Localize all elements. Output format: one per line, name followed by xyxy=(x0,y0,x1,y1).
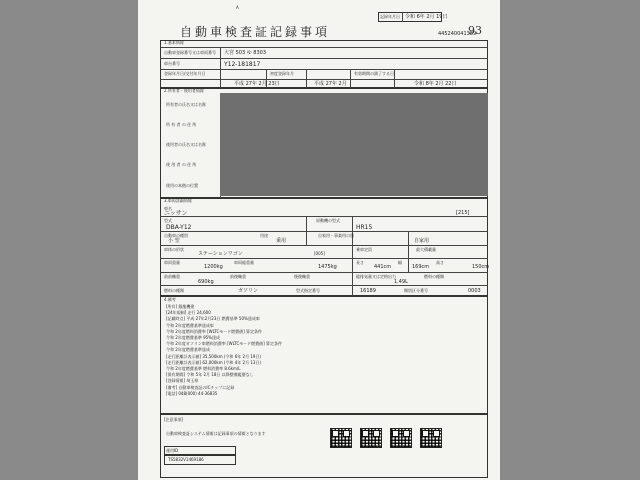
qr-code-4 xyxy=(420,428,442,448)
engine-value: HR15 xyxy=(356,224,373,231)
notice-text: 自動車検査証システム情報は記録事項の情報となります xyxy=(166,431,266,436)
rear-axle-label: 後後軸重 xyxy=(294,274,310,279)
remark-line: [24年規制] 走行 24,600 xyxy=(166,310,211,316)
qr-code-1 xyxy=(330,428,352,448)
body-code: [005] xyxy=(314,251,325,256)
section-1-heading: 1.基本情報 xyxy=(164,40,184,45)
owner-name-label: 所有者の氏名又は名称 xyxy=(166,102,206,107)
maker-label: 車名 xyxy=(164,206,172,211)
model-value: DBA-Y12 xyxy=(166,224,192,231)
expiry-value: 令和 8年 2月 22日 xyxy=(414,81,457,87)
size-value: 小 型 xyxy=(168,238,180,244)
length-value: 441cm xyxy=(374,264,392,270)
chassis-label: 車台番号 xyxy=(164,61,180,66)
chassis-value: Y12-181817 xyxy=(224,61,261,68)
issue-date-label: 記録年月日 xyxy=(380,14,400,19)
issue-date-value: 令和 6年 2月 19日 xyxy=(405,14,448,20)
front-axle-label: 前前軸重 xyxy=(164,274,180,279)
download-id-value: TS5832V1469186 xyxy=(168,457,204,462)
type-cert-value: 16189 xyxy=(360,288,376,294)
remark-line: [電話] 048(000) 44-36835 xyxy=(166,390,218,396)
remark-line: [記載時点] 平成 27年2月23日 燃費基準 50%達成車 xyxy=(166,316,260,322)
displacement-value: 1.49L xyxy=(394,279,408,285)
purpose-value: 自家用 xyxy=(414,238,430,244)
fuel-value: ガソリン xyxy=(238,288,259,294)
remark-line: 令和 2年度燃費基準達成 xyxy=(166,347,210,353)
download-id-label: 運用ID xyxy=(166,448,179,453)
expiry-label: 有効期間の満了する日 xyxy=(354,71,394,76)
remark-line: 令和 2年度燃料消費率 [WLTCモード燃費値] 算定条件 xyxy=(166,328,262,334)
notice-heading: [注意事項] xyxy=(164,417,184,422)
body-label: 車体の形状 xyxy=(164,247,184,252)
document-title: 自動車検査証記録事項 xyxy=(180,25,331,39)
height-value: 150cm xyxy=(472,264,490,270)
remark-line: [所有] 銀龍機建 xyxy=(166,304,195,309)
width-value: 169cm xyxy=(412,264,430,270)
remark-line: 令和 2年度燃費基準達成車 xyxy=(166,322,214,328)
width-label: 幅 xyxy=(398,260,402,265)
section-2-heading: 2.所有者・使用者情報 xyxy=(164,88,204,93)
weight-value: 1200kg xyxy=(204,264,223,270)
remark-line: [登録情報] 埼玉県 xyxy=(166,378,199,384)
remark-line: [走行距離計表示値] 35,500km (令和 6年 2月 19日) xyxy=(166,353,261,359)
user-address-label: 使 用 者 の 住 所 xyxy=(166,162,197,167)
base-location-label: 使用の本拠の位置 xyxy=(166,183,198,188)
use-label: 用途 xyxy=(260,233,268,238)
front-rear-label: 前後軸重 xyxy=(230,274,246,279)
remark-line: 令和 2年度燃費基準 95%達成 xyxy=(166,335,220,340)
document-sheet xyxy=(138,0,500,480)
remark-line: 令和 2年度ガソリン車燃料消費率 [WLTCモード燃費値] 算定条件 xyxy=(166,341,282,347)
owner-address-label: 所 有 者 の 住 所 xyxy=(166,122,197,127)
section-3-heading: 3.車両詳細情報 xyxy=(164,198,192,203)
output-label: 燃料の種類 xyxy=(424,274,444,279)
form-mark: A xyxy=(236,5,239,10)
engine-label: 原動機の型式 xyxy=(316,218,340,223)
remark-line: 令和 2年度燃費基準 燃料消費率 8.6km/L xyxy=(166,366,241,371)
maker-code: [215] xyxy=(456,210,470,216)
purpose-label: 自家用・事業用の別 xyxy=(318,233,354,238)
front-axle-value: 690kg xyxy=(198,279,214,285)
remark-line: [保有期間] 令和 5年 2月 18日 以降整備履歴なし xyxy=(166,372,254,378)
gross-label: 車両総重量 xyxy=(234,260,254,265)
reg-number-label: 自動車登録番号又は車両番号 xyxy=(164,50,216,55)
handwritten-number: 93 xyxy=(468,24,482,37)
model-label: 型式 xyxy=(164,218,172,223)
weight-label: 車両重量 xyxy=(164,260,180,265)
first-reg-label: 初度登録年月 xyxy=(270,71,294,76)
redaction-block xyxy=(220,93,488,196)
first-reg-value: 平成 27年 2月 xyxy=(314,81,347,87)
reg-number-value: 大宮 503 ゆ 8303 xyxy=(224,50,267,56)
capacity-label: 乗車定員 xyxy=(356,247,372,252)
length-label: 長さ xyxy=(356,260,364,265)
fuel-label: 燃料の種類 xyxy=(164,288,184,293)
document-number: 445240041389 xyxy=(438,31,477,37)
max-load-label: 最大積載量 xyxy=(416,247,436,252)
type-cert-label: 型式指定番号 xyxy=(296,288,320,293)
size-label: 自動車の種別 xyxy=(164,233,188,238)
maker-value: ニッサン xyxy=(164,210,188,217)
remark-line: [備考] 自動車検査証のICチップに記録 xyxy=(166,384,235,390)
use-value: 乗用 xyxy=(276,238,287,244)
remark-line: [走行距離計表示値] 62,000km (令和 4年 2月 13日) xyxy=(166,359,261,365)
qr-code-3 xyxy=(390,428,412,448)
reg-date-label: 登録年月日/交付年月日 xyxy=(164,71,206,76)
displacement-label: 総排気量又は定格出力 xyxy=(356,274,396,279)
qr-code-2 xyxy=(360,428,382,448)
height-label: 高さ xyxy=(436,260,444,265)
gross-value: 1475kg xyxy=(318,264,337,270)
class-value: 0003 xyxy=(468,288,481,294)
class-label: 類別区分番号 xyxy=(404,288,428,293)
reg-date-value: 平成 27年 2月 23日 xyxy=(234,81,280,87)
user-name-label: 使用者の氏名又は名称 xyxy=(166,142,206,147)
body-value: ステーションワゴン xyxy=(198,251,243,257)
section-4-heading: 4.備考 xyxy=(164,297,176,302)
